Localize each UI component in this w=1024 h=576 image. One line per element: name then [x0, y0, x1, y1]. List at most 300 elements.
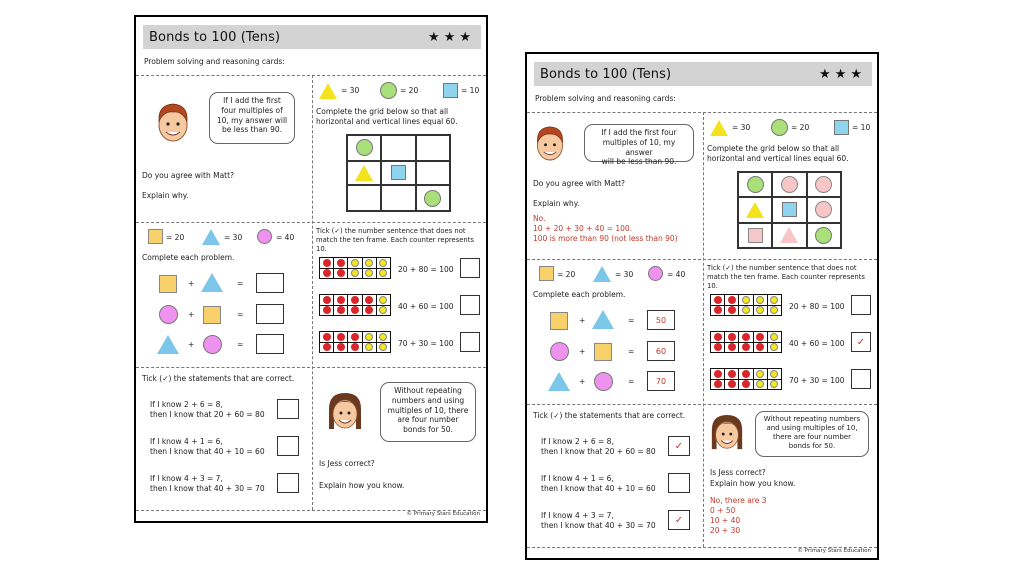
ten-frame: [710, 368, 782, 390]
ten-frame-cell: [348, 258, 361, 268]
square-blue-icon: [782, 202, 797, 217]
matt-face-icon: [154, 99, 192, 145]
shape-grid: [346, 134, 451, 212]
equals-sign: =: [628, 316, 635, 325]
red-counter-icon: [323, 296, 331, 304]
triangle-blue-icon: [157, 335, 179, 354]
yellow-counter-icon: [756, 370, 764, 378]
ten-frame-cell: [320, 258, 333, 268]
worksheet-answers: [525, 52, 879, 560]
square-yellow-icon: [159, 275, 177, 293]
jess-face-icon: [326, 389, 364, 437]
star-icon: ★: [834, 66, 847, 82]
red-counter-icon: [337, 259, 345, 267]
ten-frame-cell: [725, 369, 738, 379]
instruction-line: horizontal and vertical lines equal 60.: [707, 154, 849, 164]
red-counter-icon: [728, 370, 736, 378]
ten-frame-cell: [711, 295, 724, 305]
card3-instructions: Complete each problem.: [533, 290, 626, 299]
answer-line: 10 + 40: [710, 516, 741, 526]
bubble-line: there are four number: [773, 433, 851, 442]
yellow-counter-icon: [365, 259, 373, 267]
tick-box[interactable]: [668, 436, 690, 456]
ten-frame-cell: [725, 295, 738, 305]
bubble-line: will be less than 90.: [601, 157, 677, 167]
yellow-counter-icon: [756, 306, 764, 314]
circle-green-icon: [815, 227, 832, 244]
statement: [150, 400, 265, 420]
square-blue-icon: [391, 165, 406, 180]
tick-box[interactable]: [851, 369, 871, 389]
red-counter-icon: [756, 333, 764, 341]
red-counter-icon: [337, 333, 345, 341]
tick-box[interactable]: [460, 332, 480, 352]
red-counter-icon: [351, 296, 359, 304]
instruction-line: match the ten frame. Each counter represents 10.: [707, 273, 865, 291]
yellow-counter-icon: [379, 343, 387, 351]
ten-frame-cell: [739, 306, 752, 316]
tick-box[interactable]: [851, 295, 871, 315]
key-square-value: = 20: [166, 233, 185, 242]
square-yellow-icon: [148, 229, 163, 244]
ten-frame-cell: [377, 343, 390, 353]
ten-frame-cell: [754, 332, 767, 342]
tick-box[interactable]: [277, 399, 299, 419]
number-sentence: 70 + 30 = 100: [398, 339, 454, 348]
empty-grid-cell[interactable]: [416, 161, 450, 186]
statement-line: then I know that 20 + 60 = 80: [150, 410, 265, 420]
ten-frame-cell: [348, 269, 361, 279]
ten-frame-cell: [320, 332, 333, 342]
statement: [150, 474, 265, 494]
answer-box[interactable]: 60: [647, 341, 675, 361]
statement-line: If I know 4 + 1 = 6,: [150, 437, 223, 446]
ten-frame-cell: [320, 306, 333, 316]
bubble-line: Without repeating numbers: [763, 415, 861, 423]
statement-line: If I know 4 + 1 = 6,: [541, 474, 614, 483]
tick-box[interactable]: [277, 436, 299, 456]
answer-box[interactable]: [256, 304, 284, 324]
ten-frame-cell: [334, 306, 347, 316]
square-blue-icon: [443, 83, 458, 98]
ten-frame: [710, 331, 782, 353]
yellow-counter-icon: [742, 296, 750, 304]
matt-face-icon: [533, 122, 567, 164]
equals-sign: =: [237, 279, 244, 288]
red-counter-icon: [323, 333, 331, 341]
plus-sign: +: [579, 377, 586, 386]
ten-frame-cell: [739, 295, 752, 305]
yellow-counter-icon: [365, 343, 373, 351]
triangle-pink-icon: [780, 227, 798, 243]
ten-frame-cell: [711, 343, 724, 353]
red-counter-icon: [742, 380, 750, 388]
instruction-line: match the ten frame. Each counter represents 10.: [316, 236, 474, 254]
answer-box[interactable]: 70: [647, 371, 675, 391]
red-counter-icon: [728, 380, 736, 388]
bubble-line: 10, my answer will: [216, 115, 288, 125]
star-icon: ★: [428, 29, 440, 45]
ten-frame-cell: [739, 380, 752, 390]
key-triangle-value: = 30: [341, 86, 360, 95]
ten-frame-cell: [711, 332, 724, 342]
red-counter-icon: [337, 296, 345, 304]
triangle-blue-icon: [202, 229, 220, 245]
ten-frame-cell: [725, 332, 738, 342]
red-counter-icon: [714, 306, 722, 314]
equals-sign: =: [628, 347, 635, 356]
card1-question: Do you agree with Matt?: [142, 171, 235, 180]
yellow-counter-icon: [770, 370, 778, 378]
square-blue-icon: [834, 120, 849, 135]
ten-frame-cell: [348, 343, 361, 353]
card5-instructions: Tick (✓) the statements that are correct.: [533, 411, 686, 420]
bubble-line: If I add the first four: [601, 128, 677, 137]
answer-box[interactable]: [256, 273, 284, 293]
circle-pink-icon: [648, 266, 663, 281]
ten-frame-cell: [768, 369, 781, 379]
ten-frame-cell: [725, 306, 738, 316]
circle-pink-icon: [257, 229, 272, 244]
card5-instructions: Tick (✓) the statements that are correct.: [142, 374, 295, 383]
red-counter-icon: [714, 333, 722, 341]
card1-answer: [533, 214, 678, 244]
yellow-counter-icon: [379, 296, 387, 304]
key-circle-value: = 20: [400, 86, 419, 95]
square-pink-icon: [748, 228, 763, 243]
yellow-counter-icon: [742, 306, 750, 314]
yellow-counter-icon: [365, 269, 373, 277]
plus-sign: +: [188, 340, 195, 349]
ten-frame-cell: [348, 306, 361, 316]
tick-box[interactable]: [277, 473, 299, 493]
ten-frame-cell: [320, 295, 333, 305]
red-counter-icon: [742, 333, 750, 341]
circle-green-icon: [771, 119, 788, 136]
ten-frame-cell: [363, 332, 376, 342]
key-square-value: = 10: [461, 86, 480, 95]
card4-instructions: [707, 264, 877, 292]
statement-line: then I know that 20 + 60 = 80: [541, 447, 656, 457]
key-circle-value: = 40: [667, 270, 686, 279]
answer-line: 100 is more than 90 (not less than 90): [533, 234, 678, 244]
ten-frame-cell: [768, 332, 781, 342]
ten-frame-cell: [754, 306, 767, 316]
ten-frame-cell: [754, 343, 767, 353]
shape-grid-answer: [737, 171, 842, 249]
statement: [541, 511, 656, 531]
red-counter-icon: [728, 296, 736, 304]
ten-frame-cell: [711, 380, 724, 390]
yellow-counter-icon: [770, 343, 778, 351]
equals-sign: =: [628, 377, 635, 386]
red-counter-icon: [351, 306, 359, 314]
red-counter-icon: [351, 333, 359, 341]
ten-frame-cell: [334, 269, 347, 279]
square-yellow-icon: [594, 343, 612, 361]
red-counter-icon: [742, 370, 750, 378]
triangle-blue-icon: [548, 372, 570, 391]
key-triangle-value: = 30: [615, 270, 634, 279]
ten-frame-cell: [754, 295, 767, 305]
red-counter-icon: [323, 259, 331, 267]
bubble-line: and using multiples of 10,: [766, 424, 858, 433]
answer-line: No, there are 3: [710, 496, 767, 505]
yellow-counter-icon: [756, 380, 764, 388]
worksheet-title: Bonds to 100 (Tens): [540, 66, 672, 82]
ten-frame-cell: [725, 380, 738, 390]
ten-frame-cell: [363, 295, 376, 305]
difficulty-stars: [428, 30, 471, 45]
red-counter-icon: [337, 306, 345, 314]
circle-pink-icon: [203, 335, 222, 354]
title-bar: [143, 25, 481, 49]
tick-box[interactable]: [668, 473, 690, 493]
statement-line: If I know 4 + 3 = 7,: [541, 511, 614, 520]
plus-sign: +: [579, 347, 586, 356]
red-counter-icon: [323, 306, 331, 314]
ten-frame: [319, 294, 391, 316]
tick-box[interactable]: [851, 332, 871, 352]
triangle-yellow-icon: [355, 165, 373, 181]
ten-frame-cell: [334, 295, 347, 305]
circle-pink-icon: [594, 372, 613, 391]
ten-frame-cell: [768, 295, 781, 305]
ten-frame-cell: [363, 269, 376, 279]
card2-instructions: [707, 144, 849, 164]
red-counter-icon: [323, 343, 331, 351]
bubble-line: If I add the first: [223, 96, 281, 105]
answer-line: 10 + 20 + 30 + 40 = 100.: [533, 224, 633, 234]
red-counter-icon: [756, 343, 764, 351]
tick-mark-icon: ✓: [856, 336, 866, 348]
empty-grid-cell[interactable]: [381, 185, 415, 211]
ten-frame-cell: [377, 295, 390, 305]
red-counter-icon: [728, 343, 736, 351]
number-sentence: 40 + 60 = 100: [398, 302, 454, 311]
red-counter-icon: [365, 296, 373, 304]
number-sentence: 70 + 30 = 100: [789, 376, 845, 385]
red-counter-icon: [728, 306, 736, 314]
ten-frame-cell: [711, 369, 724, 379]
statement-line: then I know that 40 + 30 = 70: [150, 484, 265, 494]
circle-green-icon: [380, 82, 397, 99]
ten-frame-cell: [334, 343, 347, 353]
tick-box[interactable]: [460, 258, 480, 278]
instruction-line: horizontal and vertical lines equal 60.: [316, 117, 458, 127]
statement-line: then I know that 40 + 30 = 70: [541, 521, 656, 531]
statement: [150, 437, 265, 457]
circle-green-icon: [356, 139, 373, 156]
key-circle-value: = 20: [791, 123, 810, 132]
tick-box[interactable]: [668, 510, 690, 530]
triangle-yellow-icon: [319, 83, 337, 99]
copyright-footer: © Primary Stars Education: [406, 511, 480, 517]
instruction-line: Complete the grid below so that all: [707, 144, 840, 153]
star-icon: ★: [819, 66, 831, 82]
number-sentence: 20 + 80 = 100: [789, 302, 845, 311]
ten-frame: [319, 257, 391, 279]
ten-frame-cell: [320, 343, 333, 353]
ten-frame-cell: [334, 332, 347, 342]
bubble-line: numbers and using: [391, 395, 465, 405]
key-circle-value: = 40: [276, 233, 295, 242]
ten-frame-cell: [725, 343, 738, 353]
number-sentence: 40 + 60 = 100: [789, 339, 845, 348]
ten-frame-cell: [739, 332, 752, 342]
statement-line: then I know that 40 + 10 = 60: [541, 484, 656, 494]
tick-box[interactable]: [460, 295, 480, 315]
card1-prompt: Explain why.: [142, 191, 189, 200]
circle-pink-icon: [159, 305, 178, 324]
card4-instructions: [316, 227, 486, 255]
ten-frame-cell: [768, 343, 781, 353]
card2-instructions: [316, 107, 458, 127]
answer-box[interactable]: [256, 334, 284, 354]
yellow-counter-icon: [756, 296, 764, 304]
empty-grid-cell[interactable]: [347, 185, 381, 211]
card1-question: Do you agree with Matt?: [533, 179, 626, 188]
triangle-yellow-icon: [746, 202, 764, 218]
ten-frame-cell: [348, 332, 361, 342]
jess-face-icon: [709, 411, 745, 457]
ten-frame-cell: [377, 258, 390, 268]
circle-pink-icon: [550, 342, 569, 361]
statement: [541, 437, 656, 457]
tick-mark-icon: ✓: [674, 440, 684, 452]
bubble-line: four multiples of: [221, 105, 283, 115]
ten-frame-cell: [739, 369, 752, 379]
ten-frame-cell: [711, 306, 724, 316]
yellow-counter-icon: [379, 333, 387, 341]
key-triangle-value: = 30: [224, 233, 243, 242]
red-counter-icon: [365, 306, 373, 314]
ten-frame-cell: [377, 332, 390, 342]
red-counter-icon: [714, 370, 722, 378]
ten-frame-cell: [363, 343, 376, 353]
answer-line: No.: [533, 214, 546, 223]
ten-frame-cell: [363, 258, 376, 268]
difficulty-stars: [819, 67, 862, 82]
circle-pink-icon: [815, 201, 832, 218]
ten-frame: [710, 294, 782, 316]
ten-frame-cell: [768, 380, 781, 390]
matt-speech-bubble: [209, 92, 295, 144]
card3-instructions: Complete each problem.: [142, 253, 235, 262]
yellow-counter-icon: [770, 380, 778, 388]
ten-frame-cell: [768, 306, 781, 316]
triangle-blue-icon: [592, 310, 614, 329]
red-counter-icon: [714, 296, 722, 304]
ten-frame-cell: [363, 306, 376, 316]
instruction-line: Tick (✓) the number sentence that does not: [707, 264, 857, 272]
key-square-value: = 10: [852, 123, 871, 132]
triangle-blue-icon: [593, 266, 611, 282]
circle-pink-icon: [781, 176, 798, 193]
answer-box[interactable]: 50: [647, 310, 675, 330]
ten-frame: [319, 331, 391, 353]
red-counter-icon: [714, 380, 722, 388]
card6-answer: [710, 496, 766, 537]
statement-line: If I know 4 + 3 = 7,: [150, 474, 223, 483]
bubble-line: are four number: [397, 415, 459, 425]
title-bar: [534, 62, 872, 86]
yellow-counter-icon: [770, 306, 778, 314]
circle-green-icon: [747, 176, 764, 193]
answer-line: 0 + 50: [710, 506, 736, 516]
red-counter-icon: [742, 343, 750, 351]
card1-prompt: Explain why.: [533, 199, 580, 208]
plus-sign: +: [188, 310, 195, 319]
copyright-footer: © Primary Stars Education: [797, 548, 871, 554]
yellow-counter-icon: [379, 306, 387, 314]
key-square-value: = 20: [557, 270, 576, 279]
bubble-line: be less than 90.: [221, 125, 282, 135]
subtitle: Problem solving and reasoning cards:: [535, 94, 676, 103]
red-counter-icon: [714, 343, 722, 351]
circle-green-icon: [424, 190, 441, 207]
statement: [541, 474, 656, 494]
ten-frame-cell: [348, 295, 361, 305]
answer-line: 20 + 30: [710, 526, 741, 536]
worksheet-blank: [134, 15, 488, 523]
equals-sign: =: [237, 340, 244, 349]
number-sentence: 20 + 80 = 100: [398, 265, 454, 274]
ten-frame-cell: [320, 269, 333, 279]
triangle-blue-icon: [201, 273, 223, 292]
ten-frame-cell: [377, 306, 390, 316]
bubble-line: multiples of 10, there: [387, 405, 469, 415]
red-counter-icon: [351, 343, 359, 351]
plus-sign: +: [188, 279, 195, 288]
red-counter-icon: [337, 343, 345, 351]
yellow-counter-icon: [770, 296, 778, 304]
bubble-line: bonds for 50.: [403, 425, 453, 434]
card6-prompt: Explain how you know.: [710, 479, 796, 488]
key-triangle-value: = 30: [732, 123, 751, 132]
empty-grid-cell[interactable]: [416, 135, 450, 161]
ten-frame-cell: [754, 380, 767, 390]
bubble-line: bonds for 50.: [788, 442, 836, 451]
star-icon: ★: [850, 66, 862, 82]
red-counter-icon: [728, 333, 736, 341]
bubble-line: Without repeating: [394, 386, 462, 395]
empty-grid-cell[interactable]: [381, 135, 415, 161]
square-yellow-icon: [550, 312, 568, 330]
star-icon: ★: [443, 29, 456, 45]
yellow-counter-icon: [379, 269, 387, 277]
card6-question: Is Jess correct?: [710, 468, 766, 477]
yellow-counter-icon: [365, 333, 373, 341]
red-counter-icon: [323, 269, 331, 277]
instruction-line: Tick (✓) the number sentence that does not: [316, 227, 466, 235]
tick-mark-icon: ✓: [674, 514, 684, 526]
red-counter-icon: [337, 269, 345, 277]
ten-frame-cell: [377, 269, 390, 279]
subtitle: Problem solving and reasoning cards:: [144, 57, 285, 66]
statement-line: If I know 2 + 6 = 8,: [541, 437, 614, 446]
statement-line: then I know that 40 + 10 = 60: [150, 447, 265, 457]
ten-frame-cell: [754, 369, 767, 379]
worksheet-title: Bonds to 100 (Tens): [149, 29, 281, 45]
ten-frame-cell: [739, 343, 752, 353]
card6-question: Is Jess correct?: [319, 459, 375, 468]
yellow-counter-icon: [351, 269, 359, 277]
statement-line: If I know 2 + 6 = 8,: [150, 400, 223, 409]
circle-pink-icon: [815, 176, 832, 193]
bubble-line: multiples of 10, my answer: [602, 137, 676, 157]
square-yellow-icon: [203, 306, 221, 324]
